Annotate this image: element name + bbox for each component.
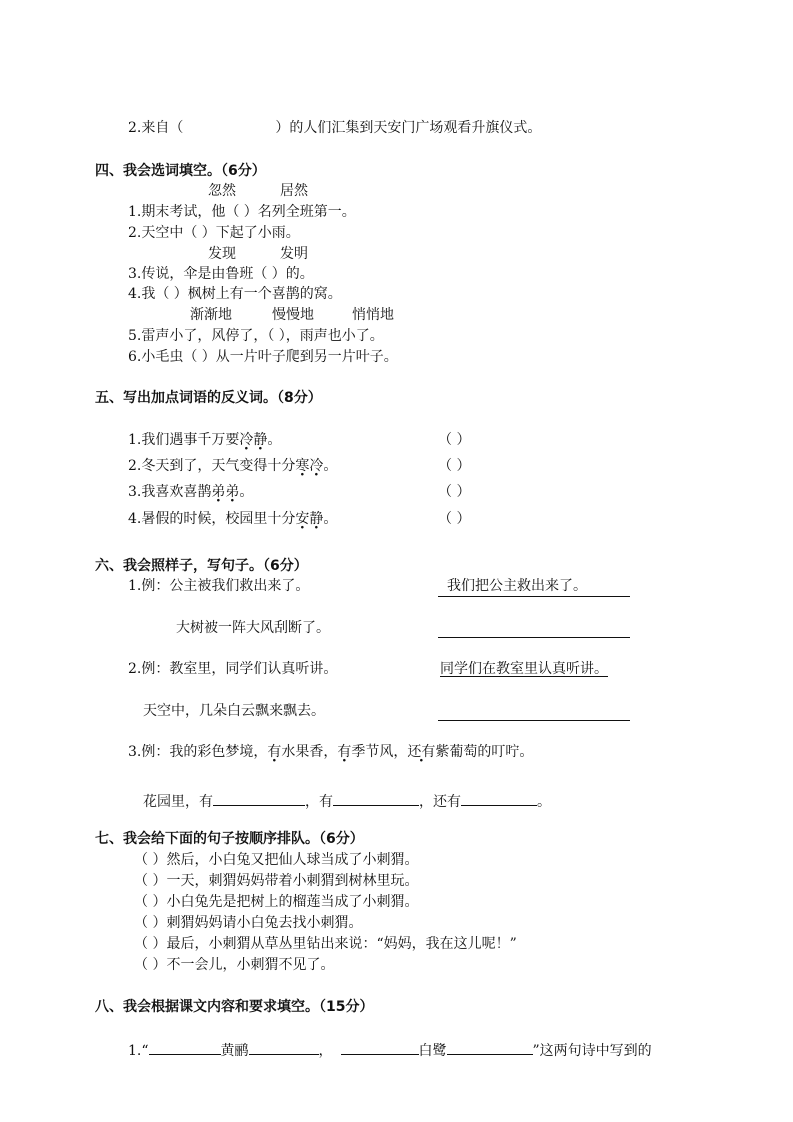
answer-parenthesis[interactable]: （ ） [438, 458, 471, 474]
dotted-char: 冷 [309, 458, 324, 474]
answer-parenthesis[interactable]: （ ） [438, 432, 471, 448]
word-choice: 慢慢地 [272, 307, 314, 323]
answer-blank[interactable] [447, 1040, 533, 1055]
section-title: 八、我会根据课文内容和要求填空。（15分） [95, 999, 374, 1015]
question-item: 5.雷声小了，风停了，（ ），雨声也小了。 [128, 328, 384, 344]
task-sentence: 花园里，有 ，有 ，还有 。 [143, 791, 551, 811]
question-item: 1.“ 黄鹂 ， 白鹭 ”这两句诗中写到的 [128, 1040, 652, 1060]
word-choice: 悄悄地 [352, 307, 394, 323]
question-item: 6.小毛虫（ ）从一片叶子爬到另一片叶子。 [128, 349, 398, 365]
ordering-item[interactable]: （ ）然后，小白兔又把仙人球当成了小刺猬。 [134, 852, 419, 868]
answer-blank[interactable] [333, 791, 419, 806]
answer-line[interactable] [438, 637, 630, 638]
section-title: 六、我会照样子，写句子。（6分） [95, 558, 308, 574]
example-sentence: 1.例：公主被我们救出来了。 [128, 578, 310, 594]
answer-line[interactable] [438, 720, 630, 721]
dotted-char: 寒 [295, 458, 310, 474]
ordering-item[interactable]: （ ）小白兔先是把树上的榴莲当成了小刺猬。 [134, 894, 419, 910]
example-sentence: 2.例：教室里，同学们认真听讲。 [128, 661, 338, 677]
example-sentence: 3.例：我的彩色梦境，有水果香，有季节风，还有紫葡萄的叮咛。 [128, 744, 534, 760]
dotted-char: 静 [309, 511, 324, 527]
underline [438, 596, 630, 597]
ordering-item[interactable]: （ ）最后，小刺猬从草丛里钻出来说：“妈妈，我在这儿呢！” [134, 936, 517, 952]
ordering-item[interactable]: （ ）一天，刺猬妈妈带着小刺猬到树林里玩。 [134, 873, 419, 889]
example-answer: 我们把公主救出来了。 [447, 578, 587, 594]
task-sentence: 大树被一阵大风刮断了。 [176, 620, 330, 636]
question-item: 1.我们遇事千万要冷静。 [128, 432, 282, 448]
answer-blank[interactable] [149, 1040, 221, 1055]
dotted-char: 弟 [211, 484, 226, 500]
section-title: 五、写出加点词语的反义词。（8分） [95, 390, 322, 406]
answer-parenthesis[interactable]: （ ） [438, 484, 471, 500]
dotted-char: 冷 [239, 432, 254, 448]
question-item: 2.天空中（ ）下起了小雨。 [128, 225, 300, 241]
question-item: 3.我喜欢喜鹊弟弟。 [128, 484, 254, 500]
word-choice: 发现 [208, 246, 236, 262]
answer-parenthesis[interactable]: （ ） [438, 511, 471, 527]
ordering-item[interactable]: （ ）刺猬妈妈请小白兔去找小刺猬。 [134, 915, 363, 931]
answer-blank[interactable] [341, 1040, 419, 1055]
section-title: 七、我会给下面的句子按顺序排队。（6分） [95, 831, 364, 847]
dotted-char: 安 [295, 511, 310, 527]
dotted-char: 有 [267, 744, 282, 760]
question-item: 4.我（ ）枫树上有一个喜鹊的窝。 [128, 286, 342, 302]
example-answer: 同学们在教室里认真听讲。 [440, 661, 608, 677]
question-item: 4.暑假的时候，校园里十分安静。 [128, 511, 338, 527]
question-item: 3.传说，伞是由鲁班（ ）的。 [128, 266, 314, 282]
word-choice: 忽然 [208, 183, 236, 199]
word-choice: 发明 [280, 246, 308, 262]
answer-blank[interactable] [461, 791, 537, 806]
word-choice: 渐渐地 [190, 307, 232, 323]
answer-blank[interactable] [249, 1040, 319, 1055]
question-item: 2.冬天到了，天气变得十分寒冷。 [128, 458, 338, 474]
ordering-item[interactable]: （ ）不一会儿，小刺猬不见了。 [134, 957, 335, 973]
dotted-char: 弟 [225, 484, 240, 500]
dotted-word: 还有 [407, 744, 436, 760]
word-choice: 居然 [280, 183, 308, 199]
dotted-char: 有 [337, 744, 352, 760]
answer-blank[interactable] [213, 791, 305, 806]
task-sentence: 天空中，几朵白云飘来飘去。 [143, 703, 325, 719]
question-item: 1.期末考试，他（ ）名列全班第一。 [128, 204, 356, 220]
section-title: 四、我会选词填空。（6分） [95, 163, 266, 179]
dotted-char: 静 [253, 432, 268, 448]
question-item: 2.来自（ ）的人们汇集到天安门广场观看升旗仪式。 [128, 120, 542, 136]
